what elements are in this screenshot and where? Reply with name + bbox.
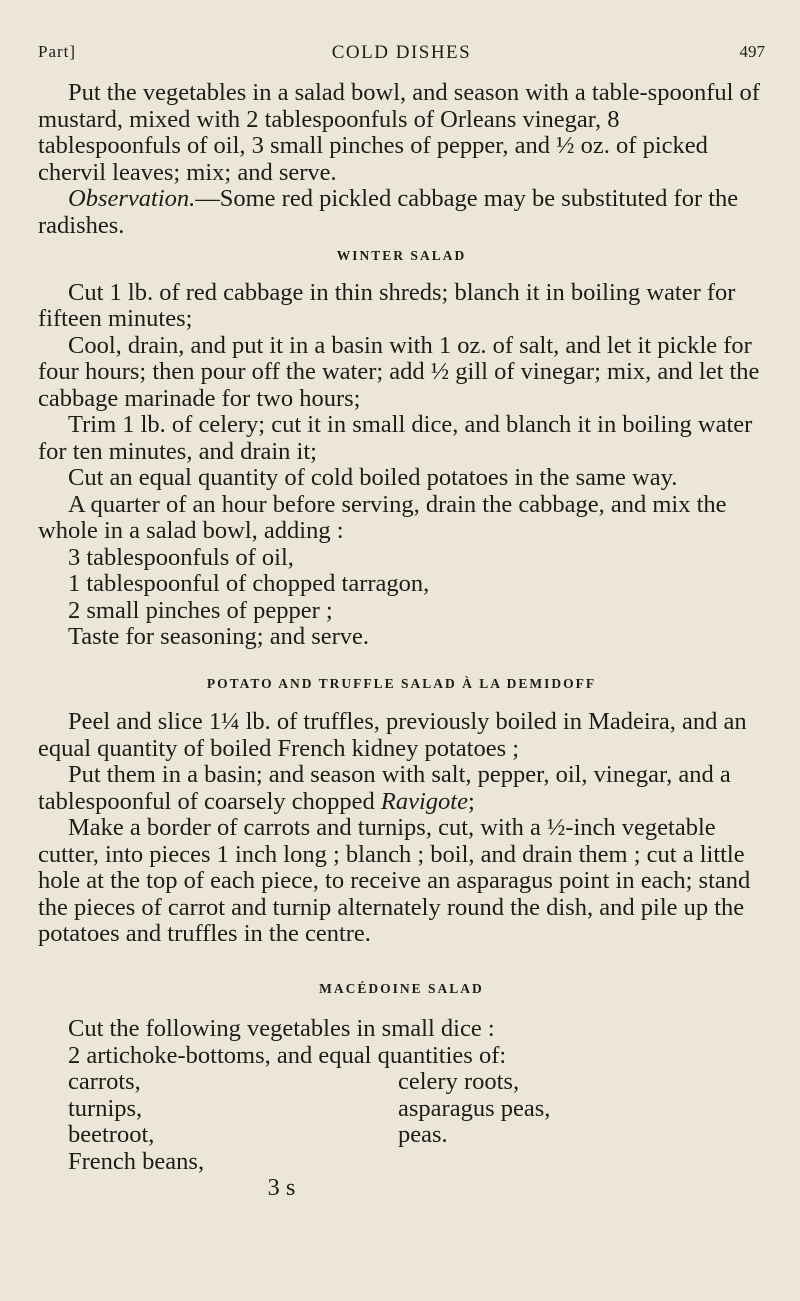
winter-ingredient-list: [38, 545, 765, 625]
potato-line-1: Peel and slice 1¼ lb. of truffles, previously boiled in Madeira, and an equal quantity of boiled French kidney potatoes ;: [38, 708, 747, 762]
vegetable-item: celery roots,: [398, 1068, 520, 1095]
header-part: Part]: [38, 42, 77, 61]
vegetable-item: asparagus peas,: [398, 1094, 551, 1122]
winter-line-1: Cut 1 lb. of red cabbage in thin shreds; blanch it in boiling water for fifteen minutes;: [38, 278, 736, 332]
header-title: COLD DISHES: [331, 42, 472, 63]
page-header: [38, 38, 765, 68]
potato-line-2: [38, 762, 765, 815]
winter-line-3: Trim 1 lb. of celery; cut it in small dice, and blanch it in boiling water for ten minutes, and drain it;: [38, 411, 753, 465]
vegetable-columns: [38, 1069, 765, 1175]
vegetable-item: French beans,: [68, 1147, 205, 1175]
macedoine-line-2: 2 artichoke-bottoms, and equal quantities of:: [68, 1041, 507, 1069]
vegetable-item: turnips,: [68, 1094, 143, 1122]
observation-label: Observation.: [68, 185, 196, 212]
winter-list-item: 2 small pinches of pepper ;: [68, 596, 333, 624]
potato-line-2-end: ;: [467, 787, 475, 815]
potato-salad-title: POTATO AND TRUFFLE SALAD À LA DEMIDOFF: [206, 675, 597, 691]
observation-paragraph: [38, 186, 765, 239]
winter-list-item: 3 tablespoonfuls of oil,: [68, 543, 294, 571]
ravigote-term: Ravigote: [380, 787, 468, 815]
vegetable-column-right: [398, 1069, 728, 1175]
vegetable-item: carrots,: [68, 1068, 141, 1095]
winter-line-4: Cut an equal quantity of cold boiled potatoes in the same way.: [68, 464, 678, 491]
page-content: [38, 80, 765, 1202]
winter-line-2: Cool, drain, and put it in a basin with 1 oz. of salt, and let it pickle for four hours; then pour off the water; add ½ gill of vinegar; mix, and let the cabbage marinade for two hours;: [38, 331, 760, 412]
winter-list-item: 1 tablespoonful of chopped tarragon,: [68, 570, 430, 597]
vegetable-item: beetroot,: [68, 1121, 155, 1148]
winter-final: Taste for seasoning; and serve.: [68, 623, 370, 650]
signature-mark: 3 s: [267, 1174, 296, 1201]
macedoine-salad-title: MACÉDOINE SALAD: [319, 980, 484, 996]
winter-line-5: A quarter of an hour before serving, drain the cabbage, and mix the whole in a salad bowl, adding :: [38, 490, 727, 544]
vegetable-item: peas.: [398, 1121, 448, 1148]
potato-line-3: Make a border of carrots and turnips, cut, with a ½-inch vegetable cutter, into pieces 1 inch long ; blanch ; boil, and drain them ; cut a little hole at the top of each piece, to receive an asparagus point in each; stand the pieces of carrot and turnip alternately round the dish, and pile up the potatoes and truffles in the centre.: [38, 814, 751, 947]
intro-paragraph: Put the vegetables in a salad bowl, and season with a table-spoonful of mustard, mixed with 2 tablespoonfuls of Orleans vinegar, 8 tablespoonfuls of oil, 3 small pinches of pepper, and ½ oz. of picked chervil leaves; mix; and serve.: [38, 79, 760, 186]
observation-text: —Some red pickled cabbage may be substituted for the radishes.: [38, 185, 739, 239]
potato-line-2-text: Put them in a basin; and season with salt, pepper, oil, vinegar, and a tablespoonful of coarsely chopped: [38, 761, 731, 815]
winter-salad-title: WINTER SALAD: [336, 248, 467, 263]
macedoine-line-1: Cut the following vegetables in small dice :: [68, 1015, 495, 1042]
vegetable-column-left: [68, 1069, 398, 1175]
page-number: 497: [739, 42, 765, 61]
